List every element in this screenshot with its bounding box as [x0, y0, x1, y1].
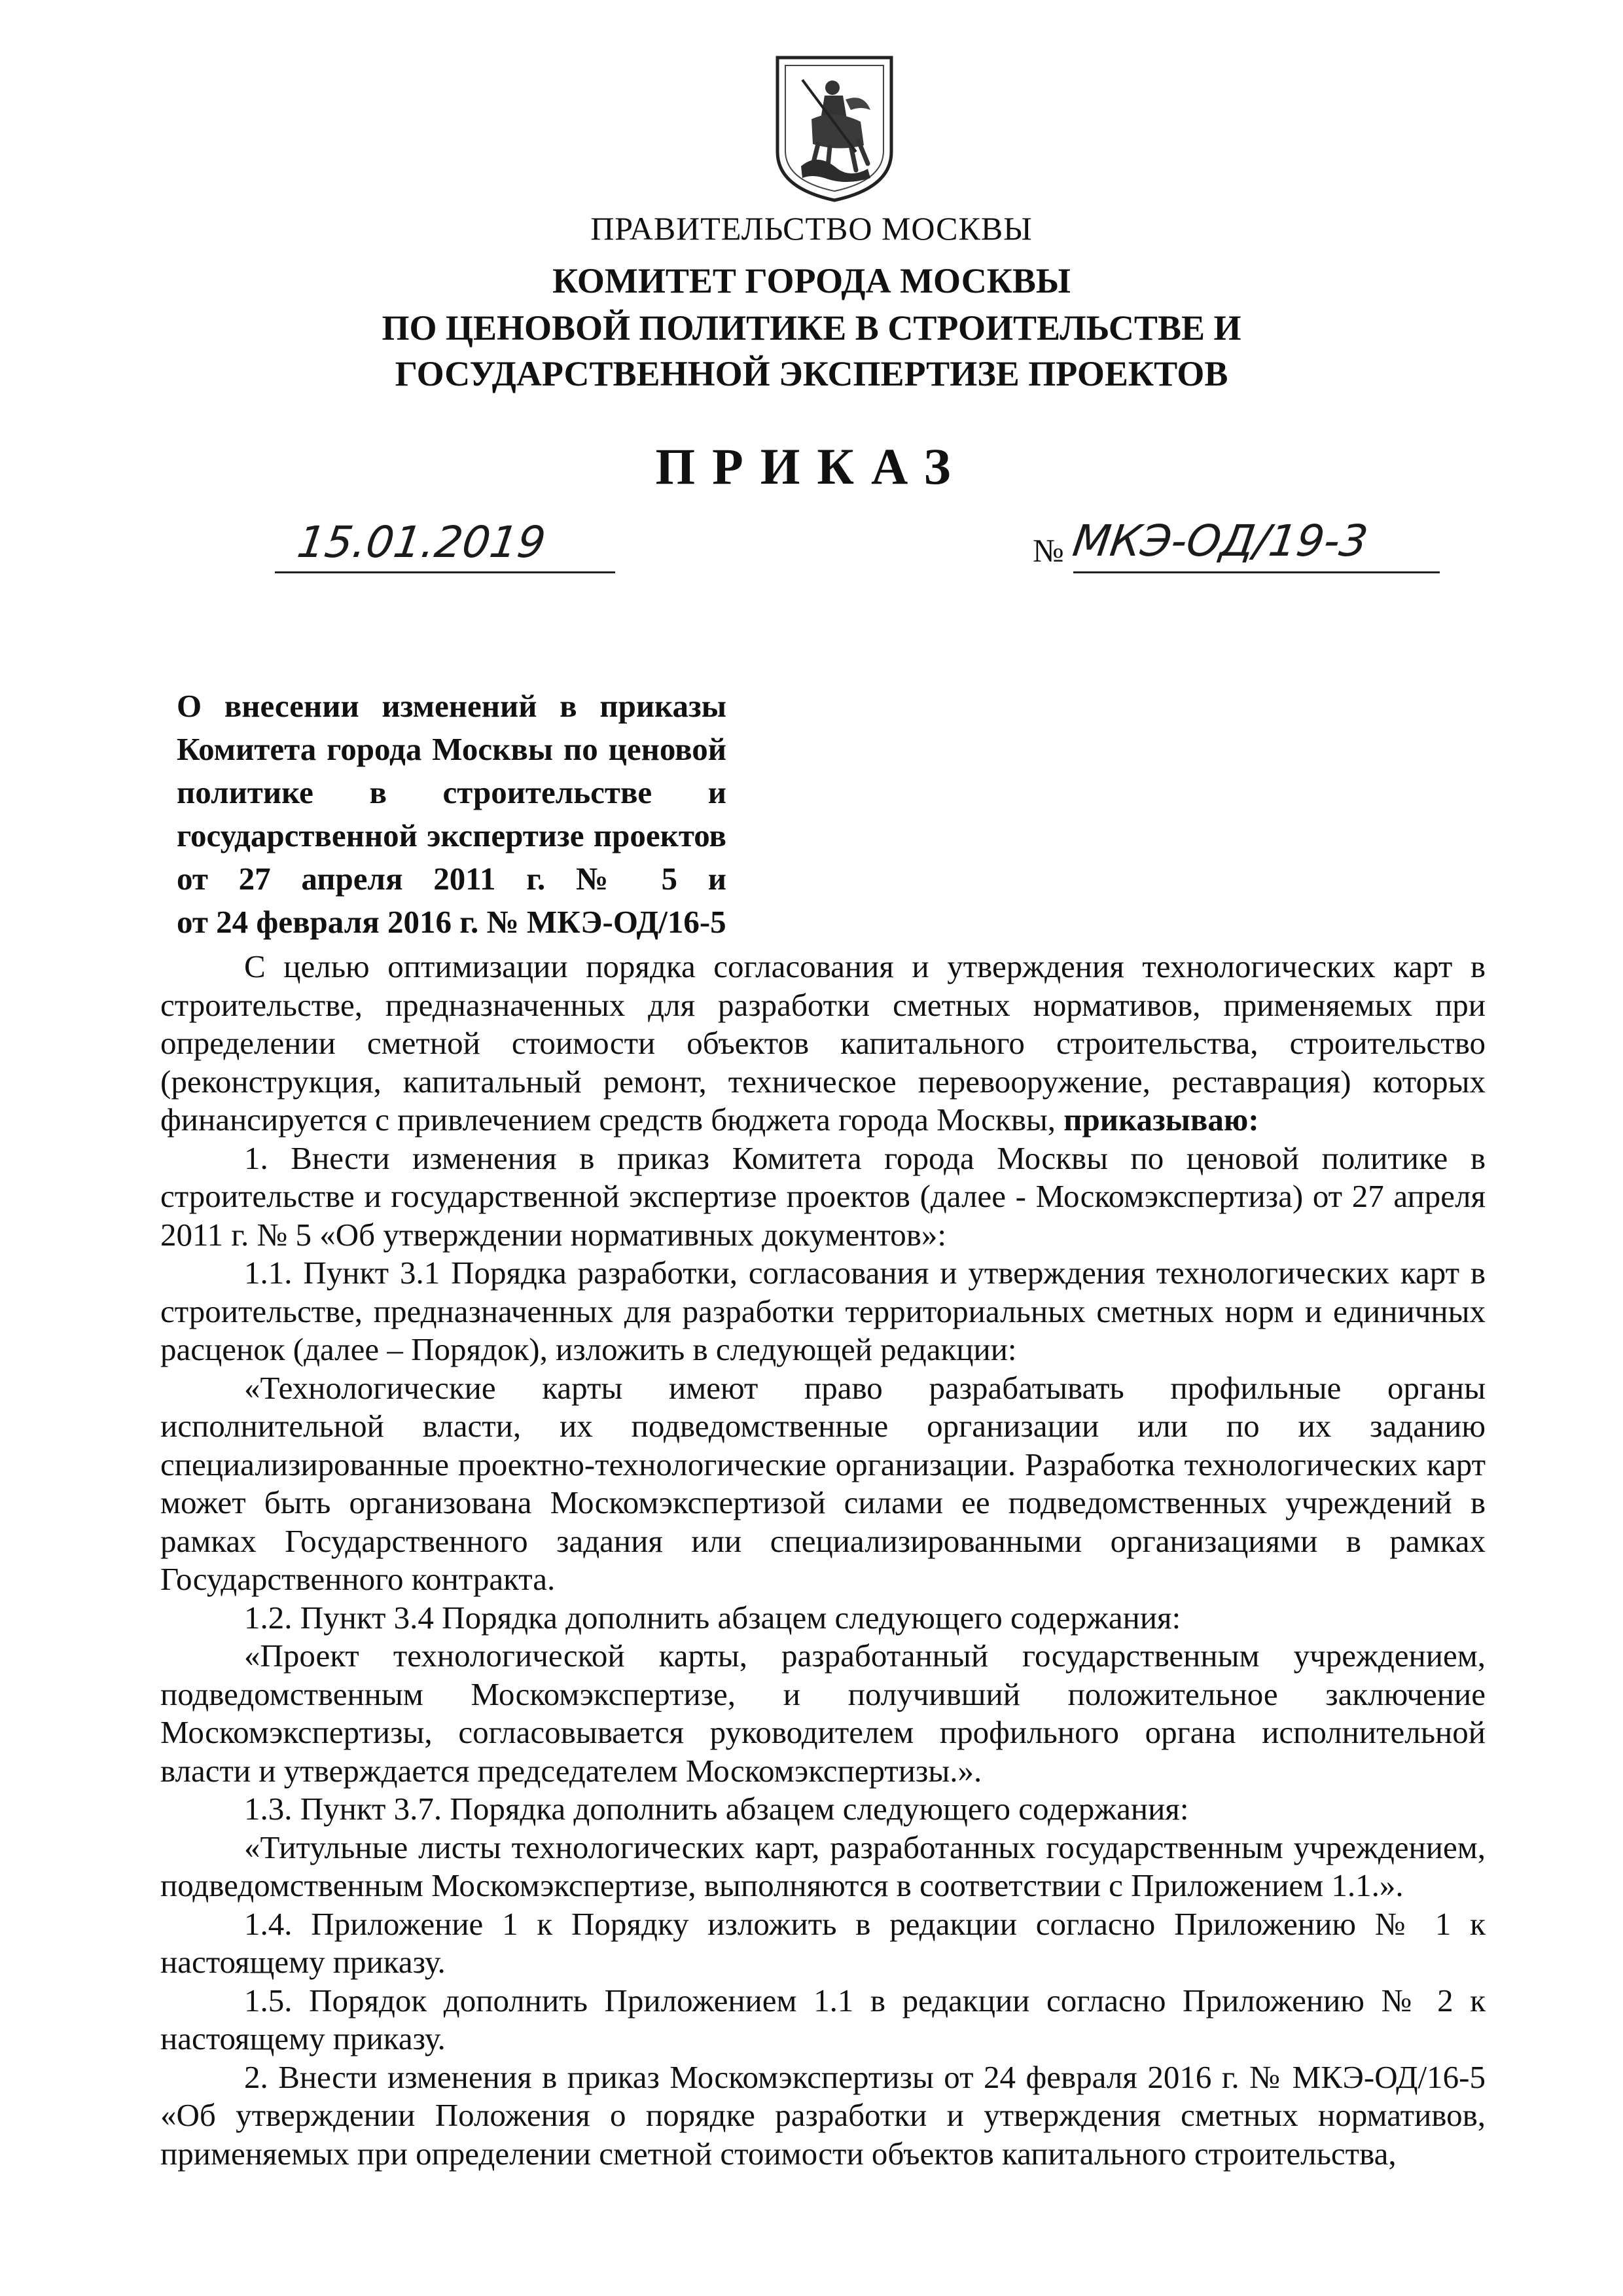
number-underline [1073, 571, 1440, 573]
clause-1: 1. Внести изменения в приказ Комитета города Москвы по ценовой политике в строительстве и государственной экспертизе проектов (далее - Москомэкспертиза) от 27 апреля 2011 г. № 5 «Об утверждении нормативных документов»: [160, 1139, 1486, 1253]
order-date: 15.01.2019 [294, 517, 549, 567]
government-name: ПРАВИТЕЛЬСТВО МОСКВЫ [590, 210, 1033, 247]
subject-line: от 27 апреля 2011 г. № 5 и [177, 861, 726, 897]
subject-line: политике в строительстве и [177, 774, 726, 810]
clause-1-1-quote: «Технологические карты имеют право разрабатывать профильные органы исполнительной власти, их подведомственные организации или по их заданию специализированные проектно-технологические организации. Разработка технологических карт может быть организована Москомэкспертизой силами ее подведомственных учреждений в рамках Государственного задания или специализированными организациями в рамках Государственного контракта. [160, 1369, 1486, 1597]
clause-1-5: 1.5. Порядок дополнить Приложением 1.1 в редакции согласно Приложению № 2 к настоящему приказу. [160, 1982, 1486, 2056]
preamble-decree: приказываю: [1063, 1102, 1259, 1138]
order-body [160, 948, 1486, 2173]
clause-1-1: 1.1. Пункт 3.1 Порядка разработки, согласования и утверждения технологических карт в строительстве, предназначенных для разработки территориальных сметных норм и единичных расценок (далее – Порядок), изложить в следующей редакции: [160, 1255, 1486, 1367]
preamble-paragraph [160, 948, 1486, 1139]
document-type-title: ПРИКАЗ [655, 438, 968, 495]
subject-line: Комитета города Москвы по ценовой [177, 731, 726, 767]
preamble-text: С целью оптимизации порядка согласования и утверждения технологических карт в строительстве, предназначенных для разработки сметных нормативов, применяемых при определении сметной стоимости объектов капитального строительства, строительство (реконструкция, капитальный ремонт, техническое перевооружение, реставрация) которых финансируется с привлечением средств бюджета города Москвы, [160, 948, 1486, 1138]
date-underline [275, 571, 615, 573]
committee-name-line-1: КОМИТЕТ ГОРОДА МОСКВЫ [552, 261, 1071, 300]
subject-line: государственной экспертизе проектов [177, 817, 726, 853]
clause-1-2-quote: «Проект технологической карты, разработанный государственным учреждением, подведомственным Москомэкспертизе, и получивший положительное заключение Москомэкспертизы, согласовывается руководителем профильного органа исполнительной власти и утверждается председателем Москомэкспертизы.». [160, 1638, 1486, 1789]
clause-1-3: 1.3. Пункт 3.7. Порядка дополнить абзацем следующего содержания: [244, 1791, 1189, 1827]
subject-line: О внесении изменений в приказы [177, 688, 726, 724]
clause-2: 2. Внести изменения в приказ Москомэкспертизы от 24 февраля 2016 г. № МКЭ-ОД/16-5 «Об утверждении Положения о порядке разработки и утверждения сметных нормативов, применяемых при определении сметной стоимости объектов капитального строительства, [160, 2058, 1486, 2172]
clause-1-2: 1.2. Пункт 3.4 Порядка дополнить абзацем следующего содержания: [244, 1599, 1181, 1636]
subject-line: от 24 февраля 2016 г. № МКЭ-ОД/16-5 [177, 904, 726, 940]
committee-name-line-3: ГОСУДАРСТВЕННОЙ ЭКСПЕРТИЗЕ ПРОЕКТОВ [395, 354, 1228, 393]
order-number-sign: № [1033, 532, 1064, 569]
clause-1-4: 1.4. Приложение 1 к Порядку изложить в редакции согласно Приложению № 1 к настоящему приказу. [160, 1905, 1486, 1980]
order-number: МКЭ-ОД/19-3 [1069, 516, 1371, 566]
committee-name-line-2: ПО ЦЕНОВОЙ ПОЛИТИКЕ В СТРОИТЕЛЬСТВЕ И [382, 308, 1241, 348]
order-subject [177, 685, 726, 944]
moscow-coat-of-arms-emblem [772, 54, 897, 204]
clause-1-3-quote: «Титульные листы технологических карт, разработанных государственным учреждением, подведомственным Москомэкспертизе, выполняются в соответствии с Приложением 1.1.». [160, 1829, 1486, 1903]
